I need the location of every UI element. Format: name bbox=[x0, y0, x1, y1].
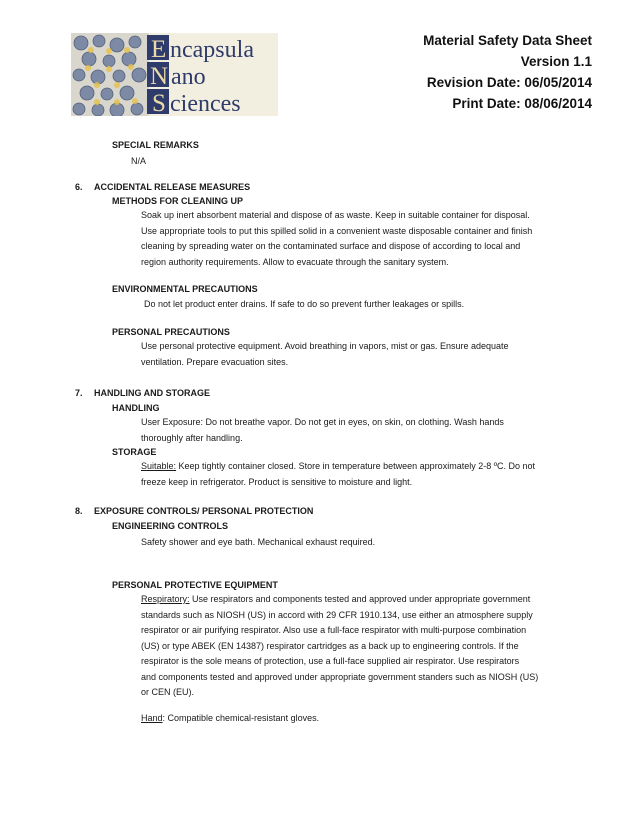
svg-text:N: N bbox=[150, 63, 169, 90]
environmental-text: Do not let product enter drains. If safe to do so prevent further leakages or spills. bbox=[144, 299, 465, 309]
section-6-title: ACCIDENTAL RELEASE MEASURES bbox=[94, 182, 251, 192]
personal-precautions-heading: PERSONAL PRECAUTIONS bbox=[112, 327, 230, 337]
special-remarks-value: N/A bbox=[131, 156, 147, 166]
respiratory-text: Use respirators and components tested and approved under appropriate government bbox=[189, 594, 531, 604]
svg-text:E: E bbox=[151, 36, 167, 63]
paragraph-line: and components tested and approved under appropriate government standers such as NIOSH (US) bbox=[141, 671, 539, 682]
personal-precautions-paragraph bbox=[141, 339, 509, 370]
section-7-title: HANDLING AND STORAGE bbox=[94, 388, 211, 398]
section-8-title: EXPOSURE CONTROLS/ PERSONAL PROTECTION bbox=[94, 506, 314, 516]
section-8-number: 8. bbox=[75, 506, 83, 516]
respiratory-paragraph bbox=[141, 592, 538, 701]
engineering-controls-text: Safety shower and eye bath. Mechanical exhaust required. bbox=[141, 537, 376, 547]
document-header bbox=[423, 30, 592, 114]
handling-paragraph bbox=[141, 415, 504, 446]
paragraph-line: thoroughly after handling. bbox=[141, 432, 243, 443]
hand-text: : Compatible chemical-resistant gloves. bbox=[162, 713, 320, 723]
svg-text:S: S bbox=[152, 90, 166, 116]
svg-text:ano: ano bbox=[171, 64, 206, 90]
ppe-heading: PERSONAL PROTECTIVE EQUIPMENT bbox=[112, 580, 278, 590]
paragraph-line: Use personal protective equipment. Avoid breathing in vapors, mist or gas. Ensure adequate bbox=[141, 341, 509, 351]
methods-paragraph bbox=[141, 208, 532, 270]
paragraph-line: respirator is the sole means of protection, use a full-face supplied air respirator. Use respirators bbox=[141, 656, 520, 666]
environmental-heading: ENVIRONMENTAL PRECAUTIONS bbox=[112, 284, 258, 294]
paragraph-line: standards such as NIOSH (US) in accord with 29 CFR 1910.134, use either an atmosphere supply bbox=[141, 609, 533, 620]
storage-text: Keep tightly container closed. Store in temperature between approximately 2-8 ºC. Do not bbox=[176, 461, 536, 471]
paragraph-line: (US) or type ABEK (EN 14387) respirator cartridges as a back up to engineering controls. If the bbox=[141, 640, 519, 651]
paragraph-line: ventilation. Prepare evacuation sites. bbox=[141, 356, 289, 367]
methods-heading: METHODS FOR CLEANING UP bbox=[112, 196, 244, 206]
paragraph-line: or CEN (EU). bbox=[141, 687, 195, 697]
storage-label: Suitable: bbox=[141, 461, 177, 471]
handling-heading: HANDLING bbox=[112, 403, 160, 413]
paragraph-line: Soak up inert absorbent material and dispose of as waste. Keep in suitable container for disposal. bbox=[141, 210, 530, 220]
section-6-number: 6. bbox=[75, 182, 83, 192]
paragraph-line: respirator or air purifying respirator. Also use a full-face respirator with multi-purpose combination bbox=[141, 625, 527, 635]
storage-heading: STORAGE bbox=[112, 447, 157, 457]
hand-label: Hand bbox=[141, 713, 163, 723]
special-remarks-heading: SPECIAL REMARKS bbox=[112, 140, 199, 150]
respiratory-label: Respiratory: bbox=[141, 594, 190, 604]
paragraph-line: freeze keep in refrigerator. Product is sensitive to moisture and light. bbox=[141, 476, 413, 487]
section-7-number: 7. bbox=[75, 388, 83, 398]
encapsula-logo bbox=[71, 33, 278, 116]
engineering-controls-heading: ENGINEERING CONTROLS bbox=[112, 521, 229, 531]
paragraph-line: Use appropriate tools to put this spilled solid in a convenient waste disposable container and finish bbox=[141, 225, 533, 236]
revision-date: Revision Date: 06/05/2014 bbox=[426, 75, 592, 90]
svg-text:ncapsula: ncapsula bbox=[170, 37, 254, 63]
paragraph-line: cleaning by spreading water on the contaminated surface and dispose of according to local and bbox=[141, 241, 521, 251]
storage-paragraph bbox=[141, 459, 535, 490]
paragraph-line: region authority requirements. Allow to evacuate through the sanitary system. bbox=[141, 256, 449, 267]
print-date: Print Date: 08/06/2014 bbox=[452, 96, 592, 111]
svg-text:ciences: ciences bbox=[170, 91, 241, 116]
version-label: Version 1.1 bbox=[520, 54, 592, 69]
paragraph-line: User Exposure: Do not breathe vapor. Do not get in eyes, on skin, on clothing. Wash hands bbox=[141, 417, 504, 427]
document-title: Material Safety Data Sheet bbox=[423, 33, 592, 48]
hand-protection bbox=[141, 713, 319, 724]
